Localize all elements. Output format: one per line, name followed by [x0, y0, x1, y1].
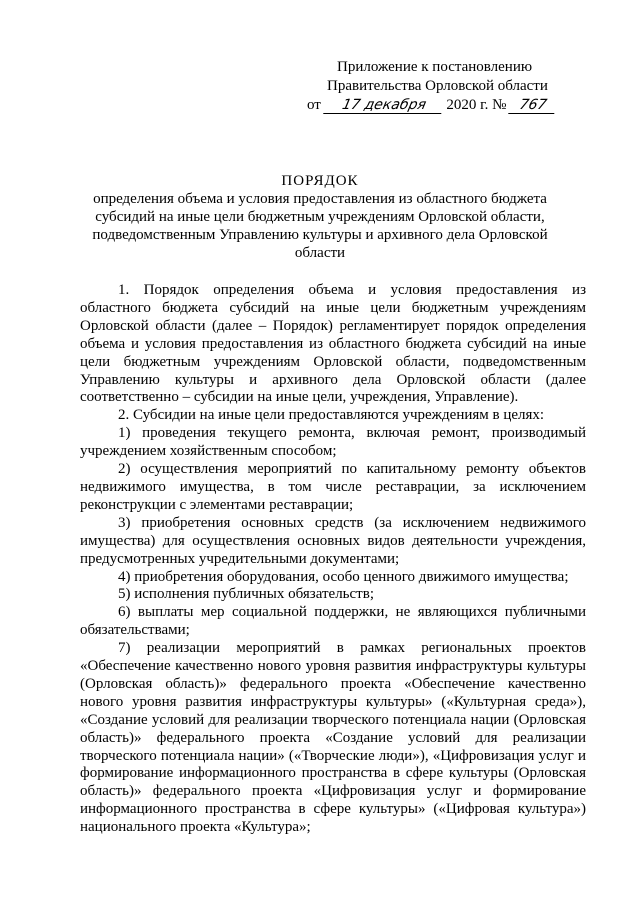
- appendix-date-line: [307, 96, 607, 115]
- appendix-line-1: Приложение к постановлению: [337, 59, 533, 75]
- document-body: [80, 282, 586, 837]
- handwritten-number: 767: [508, 97, 558, 114]
- appendix-prefix: от: [307, 97, 321, 113]
- paragraph: 2. Субсидии на иные цели предоставляются учреждениям в целях:: [118, 407, 545, 424]
- paragraph: 7) реализации мероприятий в рамках региональных проектов «Обеспечение качественно нового уровня развития инфраструктуры культуры (Орловская область)» федерального проекта «Обеспечение качественно нового уровня развития инфраструктуры культуры» («Культурная среда»), «Создание условий для реализации творческого потенциала нации (Орловская область)» федерального проекта «Создание условий для реализации творческого потенциала нации» («Творческие люди»), «Цифровизация услуг и формирование информационного пространства в сфере культуры (Орловская область)» федерального проекта «Цифровизация услуг и формирование информационного пространства в сфере культуры» («Цифровая культура») национального проекта «Культура»;: [80, 640, 586, 836]
- appendix-year: 2020 г. №: [446, 97, 507, 113]
- paragraph: 3) приобретения основных средств (за исключением недвижимого имущества) для осуществления основных видов деятельности учреждения, предусмотренных учредительными документами;: [80, 514, 586, 567]
- paragraph: 4) приобретения оборудования, особо ценного движимого имущества;: [118, 568, 569, 585]
- handwritten-date: 17 декабря: [323, 97, 445, 114]
- title-heading: ПОРЯДОК: [281, 173, 359, 189]
- paragraph: 1. Порядок определения объема и условия предоставления из областного бюджета субсидий на иные цели бюджетным учреждениям Орловской области (далее – Порядок) регламентирует порядок определения объема и условия предоставления из областного бюджета субсидий на иные цели бюджетным учреждениям Орловской области, подведомственным Управлению культуры и архивного дела Орловской области (далее соответственно – субсидии на иные цели, учреждения, Управление).: [80, 282, 586, 406]
- paragraph: 2) осуществления мероприятий по капитальному ремонту объектов недвижимого имущества, в том числе реставрации, за исключением реконструкции с элементами реставрации;: [80, 461, 586, 513]
- paragraph: 5) исполнения публичных обязательств;: [118, 586, 374, 603]
- paragraph: 6) выплаты мер социальной поддержки, не являющихся публичными обязательствами;: [80, 604, 586, 639]
- appendix-line-2: Правительства Орловской области: [327, 78, 548, 94]
- title-subtitle: определения объема и условия предоставления из областного бюджета субсидий на иные цели бюджетным учреждениям Орловской области, подведомственным Управлению культуры и архивного дела Орловской области: [92, 191, 548, 261]
- paragraph: 1) проведения текущего ремонта, включая ремонт, производимый учреждением хозяйственным способом;: [80, 425, 586, 460]
- appendix-header: [307, 58, 607, 115]
- document-title: [80, 172, 560, 262]
